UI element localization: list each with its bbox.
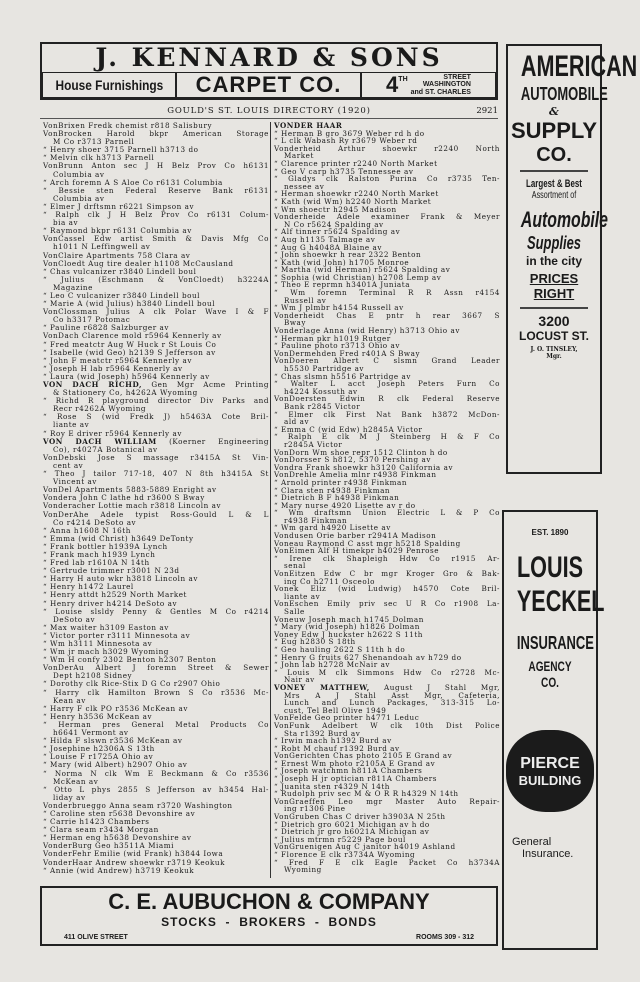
- entry-text: “ Clara sten r4938 Finkman: [274, 485, 391, 495]
- entry-text: “ Eug h2830 S 18th: [274, 637, 356, 647]
- entry-text: Co), r4027A Botanical av: [53, 444, 158, 454]
- entry-text: VonGruenigen Aug C janitor h4019 Ashland: [274, 842, 456, 852]
- ad-line: YECKEL: [516, 585, 605, 618]
- ad-line: EST. 1890: [531, 528, 569, 537]
- entry-text: “ Joseph H lab r5964 Kennerly av: [43, 363, 183, 373]
- entry-text: “ Wm J plmbr h4154 Russell av: [274, 303, 404, 313]
- entry-text: “ Henry attdt h2529 North Market: [43, 590, 187, 600]
- entry-text: “ Ernest Wm photo r2105A E Grand av: [274, 758, 436, 768]
- entry-text: “ Louise slsldy Penny & Gentles M Co r4214: [43, 606, 269, 616]
- entry-text: VonGruben Chas C driver h3903A N 25th: [274, 812, 446, 822]
- entry-text: h6641 Vermont av: [53, 728, 129, 738]
- entry-text: VonEitzen Edw C br mgr Kroger Gro & Bak-: [274, 569, 500, 579]
- entry-text: cent av: [53, 460, 84, 470]
- entry-text: “ Arch foremn A S Aloe Co r6131 Columbia: [43, 177, 223, 187]
- entry-text: “ Laura (wid Joseph) h5964 Kennerly av: [43, 371, 210, 381]
- aubuchon-name: C. E. AUBUCHON & COMPANY: [108, 889, 430, 914]
- entry-text: “ Wm jr mach h3029 Wyoming: [43, 647, 169, 657]
- pierce-building-badge: [506, 730, 594, 812]
- entry-text: “ Kath (wid Wm) h2240 North Market: [274, 196, 432, 206]
- entry-text: “ Theo E reprmn h3401A Juniata: [274, 280, 411, 290]
- ad-line: Automobile: [520, 207, 608, 232]
- ad-line: BUILDING: [518, 772, 582, 788]
- american-automobile-ad: [506, 44, 638, 474]
- entry-text: Wyoming: [284, 865, 322, 875]
- entry-text: h1011 N Leffingwell av: [53, 242, 151, 252]
- directory-column-left: [43, 122, 269, 875]
- entry-text: “ Geo hauling 2622 S 11th h do: [274, 644, 406, 654]
- entry-text: “ Gertrude trimmer r3001 N 23d: [43, 566, 180, 576]
- entry-text: VonDermehden Fred r401A S Bway: [274, 348, 421, 358]
- entry-text: cust, Tel Bell Olive 1949: [284, 705, 387, 715]
- entry-text: “ Juanita sten r4329 N 14th: [274, 781, 390, 791]
- entry-text: Vonderheide Adele examiner Frank & Meyer: [274, 212, 500, 222]
- entry-text: “ Dietrich gro 6021 Michigan av h do: [274, 819, 430, 829]
- entry-text: “ Louise F r1725A Ohio av: [43, 752, 154, 762]
- entry-text: Russell av: [284, 295, 327, 305]
- entry-text: “ Harry clk Hamilton Brown S Co r3536 Mc-: [43, 687, 269, 697]
- entry-text: “ Julius mtrmn r5229 Page boul: [274, 834, 406, 844]
- entry-text: & Stationery Co, h4262A Wyoming: [53, 388, 198, 398]
- directory-entry-line: [274, 866, 500, 874]
- ad-line: AMERICAN: [520, 50, 638, 83]
- entry-text: “ Joseph H jr optician r811A Chambers: [274, 774, 437, 784]
- entry-text: “ Fred lab r1610A N 14th: [43, 558, 150, 568]
- entry-text: Kean av: [53, 695, 86, 705]
- entry-text: “ Wm shoectr h2945 Madison: [274, 204, 397, 214]
- entry-text: Vonderacher Lottie mach r3818 Lincoln av: [43, 501, 222, 511]
- entry-text: ald av: [284, 417, 310, 427]
- entry-text: “ Robt M chauf r1392 Burd av: [274, 743, 400, 753]
- entry-text: r4938 Finkman: [284, 515, 348, 525]
- entry-text: “ John F meatctr r5964 Kennerly av: [43, 355, 192, 365]
- entry-text: McKean av: [53, 776, 99, 786]
- entry-text: “ Henry G fruits 627 Shenandoah av h729 do: [274, 652, 462, 662]
- entry-text: “ Herman B gro 3679 Weber rd h do: [274, 128, 425, 138]
- entry-text: “ Dietrich jr gro h6021A Michigan av: [274, 827, 430, 837]
- entry-text: VonDerAu Albert J foremn Street & Sewer: [43, 663, 269, 673]
- directory-entry-line: [274, 600, 500, 608]
- entry-text: “ Roy E driver r5964 Kennerly av: [43, 428, 182, 438]
- entry-text: VonDrehle Amelia mlnr r4938 Finkman: [274, 470, 437, 480]
- entry-text: Voney Edw J huckster h2622 S 11th: [274, 629, 423, 639]
- entry-text: Salle: [284, 607, 305, 616]
- entry-text: “ Melvin clk h3713 Parnell: [43, 153, 155, 163]
- entry-text: “ Otto L phys 2855 S Jefferson av h3454 Hal-: [43, 784, 269, 794]
- entry-text: Vincent av: [53, 477, 97, 487]
- entry-text: Vonek Eliz (wid Ludwig) h4570 Cote Bril-: [274, 584, 500, 594]
- entry-text: Vondusen Orie barber r2941A Madison: [274, 531, 437, 541]
- entry-text: VonDebski Jose S massage r3415A St Vin-: [43, 452, 269, 462]
- ad-divider: [520, 307, 588, 309]
- entry-text: DeSoto av: [53, 614, 96, 624]
- entry-text: VonderFehr Emilie (wid Frank) h3844 Iowa: [43, 849, 224, 859]
- entry-text: “ Frank bottler h1939A Lynch: [43, 541, 168, 551]
- ad-line: CO.: [541, 674, 559, 690]
- entry-text: “ Caroline sten r5638 Devonshire av: [43, 808, 196, 818]
- entry-bold-name: VONEY MATTHEW,: [274, 682, 370, 692]
- entry-text: “ Irwin mach h1392 Burd av: [274, 736, 392, 746]
- ad-line: AUTOMOBILE: [520, 84, 608, 104]
- entry-bold-name: VON DACH RICHD,: [43, 380, 143, 389]
- entry-text: VonBrocken Harold bkpr American Storage: [43, 129, 269, 139]
- entry-text: Columbia av: [53, 193, 105, 203]
- entry-text: VonDerAhe Adele typist Ross-Gould L & L: [43, 509, 269, 519]
- entry-text: Dept h2108 Sidney: [53, 671, 133, 681]
- entry-text: VonCassel Edw artist Smith & Davis Mfg Co: [43, 234, 269, 244]
- entry-text: “ Herman pres General Metal Products Co: [43, 719, 269, 729]
- carpet-co-label: CARPET CO.: [176, 72, 361, 98]
- entry-text: ing Co h2711 Osceolo: [284, 576, 375, 586]
- ad-line: RIGHT: [533, 286, 575, 301]
- entry-text: “ Aug G h4048A Blaine av: [274, 242, 382, 252]
- aubuchon-services: STOCKS - BROKERS - BONDS: [161, 915, 377, 929]
- entry-text: Vondra Frank shoewkr h3120 California av: [274, 462, 454, 472]
- entry-text: VonClossman Julius A clk Polar Wave I & F: [43, 307, 269, 317]
- ad-line: SUPPLY: [510, 118, 597, 143]
- entry-text: senal: [284, 561, 306, 571]
- entry-text: “ Clara seam r3434 Morgan: [43, 825, 159, 835]
- entry-text: “ Florence E clk r3734A Wyoming: [274, 850, 416, 859]
- entry-text: “ Elmer clk First Nat Bank h3872 McDon-: [274, 409, 500, 419]
- entry-text: “ Alf tinner r5624 Spalding av: [274, 227, 401, 237]
- kennard-ad-banner: [40, 42, 498, 100]
- ad-line: AGENCY: [528, 658, 572, 674]
- entry-text: “ Anna h1608 N 16th: [43, 525, 131, 535]
- entry-text: liante av: [284, 591, 321, 601]
- entry-text: “ Josephine h2306A S 13th: [43, 744, 155, 754]
- address-suffix: TH: [398, 76, 408, 83]
- entry-text: “ Ralph clk J H Belz Prov Co r6131 Colum-: [43, 210, 269, 220]
- entry-text: “ Carrie h1423 Chambers: [43, 817, 150, 827]
- entry-text: Nair av: [284, 675, 315, 685]
- directory-title: GOULD'S ST. LOUIS DIRECTORY (1920): [167, 106, 371, 116]
- address-line3: and ST. CHARLES: [410, 88, 471, 96]
- ad-line: Assortment of: [531, 190, 577, 201]
- entry-text: “ Victor porter r3111 Minnesota av: [43, 630, 191, 640]
- entry-text: Vonderbrueggo Anna seam r3720 Washington: [43, 800, 233, 810]
- entry-text: “ Henry h3536 McKean av: [43, 711, 153, 721]
- directory-column-right: [274, 122, 500, 874]
- entry-text: “ Mary (wid Joseph) h1826 Dolman: [274, 622, 420, 632]
- entry-text: Voneau Raymond C asst mgr h5218 Spalding: [274, 538, 461, 548]
- entry-text: VonEschen Emily priv sec U R Co r1908 La-: [274, 599, 500, 609]
- kennard-address: [361, 72, 496, 98]
- entry-text: (Koerner Engineering: [169, 436, 269, 446]
- entry-text: Bank r2845 Victor: [284, 401, 361, 411]
- entry-text: “ Frank mach h1939 Lynch: [43, 549, 156, 559]
- entry-text: VonClaire Apartments 758 Clara av: [43, 250, 191, 260]
- entry-text: “ Annie (wid Andrew) h3719 Keokuk: [43, 865, 195, 875]
- entry-text: Voneuw Joseph mach h1745 Dolman: [274, 614, 424, 624]
- entry-text: Magazine: [53, 282, 93, 292]
- entry-text: h4224 Kossuth av: [284, 386, 358, 396]
- entry-text: VonBrixen Fredk chemist r818 Salisbury: [43, 121, 213, 130]
- entry-text: VonGraeffen Leo mgr Master Auto Repair-: [274, 796, 500, 806]
- entry-text: “ Aug h1135 Talmage av: [274, 234, 376, 244]
- ad-line: Mgr.: [546, 353, 562, 360]
- entry-text: N Co r5624 Spalding av: [284, 219, 384, 229]
- entry-text: liante av: [53, 420, 90, 430]
- entry-text: VonDach Clarence mold r5964 Kennerly av: [43, 331, 222, 341]
- entry-text: “ Herman shoewkr r2240 North Market: [274, 189, 439, 199]
- page-header: [40, 106, 498, 119]
- entry-text: “ Fred F E clk Eagle Packet Co h3734A: [274, 857, 500, 867]
- entry-text: “ Ralph E clk M J Steinberg H & F Co: [274, 432, 500, 442]
- directory-entry-line: [274, 312, 500, 320]
- entry-text: “ Raymond bkpr r6131 Columbia av: [43, 226, 192, 236]
- entry-text: Market: [284, 151, 314, 161]
- entry-text: Gen Mgr Acme Printing: [151, 380, 269, 389]
- entry-text: “ Joseph watchmn h811A Chambers: [274, 766, 423, 776]
- entry-text: Sta r1392 Burd av: [284, 728, 361, 738]
- entry-text: “ Leo C vulcanizer r3840 Lindell boul: [43, 290, 201, 300]
- ad-line: General: [512, 836, 552, 848]
- entry-text: “ Herman eng h5638 Devonshire av: [43, 833, 192, 843]
- entry-text: ing r1306 Pine: [284, 804, 346, 814]
- kennard-name: J. KENNARD & SONS: [95, 43, 443, 72]
- entry-text: “ Harry F clk PO r3536 McKean av: [43, 703, 188, 713]
- entry-text: VonDoersten Edwin R clk Federal Reserve: [274, 394, 500, 404]
- entry-text: VonDoeren Albert C slsmn Grand Leader: [274, 356, 500, 366]
- louis-yeckel-insurance-ad: [502, 510, 605, 950]
- entry-text: Co h3317 Potomac: [53, 315, 131, 325]
- ad-line: 3200: [538, 313, 570, 329]
- entry-text: “ Rose S (wid Fredk J) h5463A Cote Bril-: [43, 412, 269, 422]
- entry-text: VonCloedt Aug tire dealer h1108 McCausland: [43, 258, 234, 268]
- entry-text: Vonderheid Arthur shoewkr r2240 North: [274, 143, 500, 153]
- entry-text: “ Arnold printer r4938 Finkman: [274, 477, 408, 487]
- entry-text: h5530 Partridge av: [284, 364, 365, 373]
- entry-text: “ Julius (Eschmann & VonCloedt) h3224A: [43, 274, 269, 284]
- entry-text: “ John lab h2728 McNair av: [274, 660, 391, 670]
- entry-text: “ Pauline r6828 Salzburger av: [43, 323, 169, 333]
- entry-text: Co r4214 DeSoto av: [53, 517, 137, 527]
- entry-text: “ Irene clk Shapleigh Hdw Co r1915 Ar-: [274, 553, 500, 563]
- entry-text: liday av: [53, 792, 86, 802]
- entry-text: “ Walter L acct Joseph Peters Furn Co: [274, 379, 500, 389]
- entry-text: VonderBurg Geo h3511A Miami: [43, 841, 174, 851]
- entry-text: “ Marie A (wid Julius) h3840 Lindell boul: [43, 299, 216, 309]
- entry-text: VonFelde Geo printer h4771 Leduc: [274, 713, 420, 723]
- entry-text: “ Wm draftsmn Union Electric L & P Co: [274, 508, 500, 518]
- ad-line: Insurance.: [522, 848, 574, 860]
- entry-text: “ John shoewkr h rear 2322 Benton: [274, 250, 422, 260]
- entry-text: “ Richd R playground director Div Parks and: [43, 396, 269, 406]
- entry-text: VonderHaar Andrew shoewkr r3719 Keokuk: [43, 857, 226, 867]
- entry-text: Lunch and Lunch Packages, 313-315 Lo-: [284, 698, 500, 708]
- directory-entry-line: [274, 555, 500, 563]
- entry-text: “ Chas slsmn h5516 Partridge av: [274, 371, 411, 381]
- entry-text: VonDel Apartments 5883-5889 Enright av: [43, 485, 217, 495]
- entry-text: “ Henry h1472 Laurel: [43, 582, 134, 592]
- entry-text: “ Norma N clk Wm E Beckmann & Co r3536: [43, 768, 269, 778]
- entry-text: Vonderheidt Chas E pntr h rear 3667 S: [274, 310, 500, 320]
- entry-text: nessee av: [284, 181, 325, 191]
- entry-text: “ Harry H auto wkr h3818 Lincoln av: [43, 574, 198, 584]
- entry-text: “ Geo V carp h3735 Tennessee av: [274, 166, 414, 176]
- ad-line: Supplies: [526, 233, 581, 253]
- ad-line: PIERCE: [520, 754, 580, 772]
- ad-line: Largest & Best: [526, 178, 582, 190]
- entry-text: “ Max waiter h3109 Easton av: [43, 622, 169, 632]
- ad-line: J. O. TINSLEY,: [530, 346, 578, 353]
- entry-text: “ Bessie sten Federal Reserve Bank r6131: [43, 185, 269, 195]
- address-street: STREET: [443, 73, 471, 81]
- entry-text: “ Louis M clk Simmons Hdw Co r2728 Mc-: [274, 667, 500, 677]
- page-number: 2921: [476, 106, 498, 116]
- entry-text: “ Dietrich B F h4938 Finkman: [274, 493, 400, 503]
- entry-text: “ Henry driver h4214 DeSoto av: [43, 598, 178, 608]
- entry-text: Vondera John C lathe hd r3600 S Bway: [43, 493, 205, 503]
- entry-text: “ Henry shoer 3715 Parnell h3713 do: [43, 145, 199, 155]
- entry-text: “ Kath (wid John) h1705 Monroe: [274, 257, 410, 267]
- house-furnishings-label: House Furnishings: [55, 77, 163, 93]
- entry-text: “ Mary nurse 4920 Lisette av r do: [274, 500, 416, 510]
- entry-text: “ Rudolph priv sec M & O R R h4329 N 14th: [274, 789, 459, 799]
- entry-text: “ Chas vulcanizer r3840 Lindell boul: [43, 266, 197, 276]
- entry-text: August J Stahl Mgr,: [384, 682, 500, 692]
- entry-text: “ Emma (wid Christ) h3649 DeTonty: [43, 533, 194, 543]
- entry-text: “ Dorothy clk Rice-Stix D G Co r2907 Ohio: [43, 679, 221, 689]
- entry-text: Bway: [284, 318, 306, 328]
- aubuchon-rooms: ROOMS 309 - 312: [416, 934, 474, 941]
- entry-text: VonGerichten Chas photo 2105 E Grand av: [274, 751, 453, 761]
- ad-line: PRICES: [529, 271, 579, 286]
- house-furnishings-cell: [42, 72, 176, 98]
- ad-line: LOCUST ST.: [518, 329, 589, 343]
- ad-line: CO.: [536, 144, 572, 166]
- entry-text: “ Wm h3111 Minnesota av: [43, 639, 153, 648]
- entry-text: Mrs A J Stahl Asst Mgr, Cafeteria,: [284, 690, 500, 700]
- entry-text: VonBrunn Anton sec J H Belz Prov Co h6131: [43, 161, 269, 171]
- entry-text: “ Elmer J drftsmn r6221 Simpson av: [43, 201, 195, 211]
- entry-text: “ Pauline photo r3713 Ohio av: [274, 341, 400, 351]
- entry-bold-name: VON DACH WILLIAM: [43, 436, 157, 446]
- entry-text: Recr r4262A Wyoming: [53, 404, 147, 414]
- aubuchon-address: 411 OLIVE STREET: [64, 934, 128, 941]
- ad-divider: [520, 170, 588, 172]
- ad-line: LOUIS: [516, 551, 583, 584]
- entry-text: VonFunk Adelbert W clk 10th Dist Police: [274, 720, 500, 730]
- entry-text: “ Gladys clk Ralston Purina Co r3735 Ten-: [274, 174, 500, 184]
- entry-text: M Co r3713 Parnell: [53, 137, 135, 147]
- entry-text: Columbia av: [53, 169, 105, 179]
- ad-line: &: [549, 105, 559, 118]
- entry-text: “ Isabelle (wid Geo) h2139 S Jefferson av: [43, 347, 216, 357]
- entry-text: “ Theo J tailor 717-18, 407 N 8th h3415A St: [43, 469, 269, 479]
- entry-text: “ Wm gard h4920 Lisette av: [274, 523, 391, 533]
- entry-text: “ Mary (wid Albert) h2907 Ohio av: [43, 760, 188, 770]
- ad-line: in the city: [525, 254, 582, 268]
- address-line2: WASHINGTON: [422, 81, 471, 89]
- entry-text: VonEimen Alf H timekpr h4029 Penrose: [274, 546, 440, 556]
- entry-text: VonDorn Wm shoe repr 1512 Clinton h do: [274, 447, 448, 457]
- entry-text: r2845A Victor: [284, 439, 343, 449]
- column-divider: [270, 122, 271, 878]
- directory-entry-line: [43, 867, 269, 875]
- entry-text: “ Clarence printer r2240 North Market: [274, 158, 438, 168]
- entry-text: bia av: [53, 218, 79, 228]
- entry-text: “ Martha (wid Herman) r5624 Spalding av: [274, 265, 451, 275]
- entry-text: VonDorsser S h812, 5370 Pershing av: [274, 455, 431, 465]
- entry-text: “ L clk Wabash Ry r3679 Weber rd: [274, 136, 418, 146]
- entry-text: Vonderlage Anna (wid Henry) h3713 Ohio av: [274, 326, 460, 336]
- entry-bold-name: VONDER HAAR: [274, 121, 343, 130]
- entry-text: “ Wm H confy 2302 Benton h2307 Benton: [43, 655, 217, 665]
- entry-text: “ Emma C (wid Edw) h2845A Victor: [274, 424, 423, 434]
- aubuchon-ad-banner: [40, 886, 498, 946]
- entry-text: “ Sophia (wid Christian) h2708 Lemp av: [274, 272, 442, 282]
- ad-line: INSURANCE: [516, 633, 594, 653]
- entry-text: “ Wm foremn Terminal R R Assn r4154: [274, 288, 500, 298]
- entry-text: “ Herman pkr h1019 Rutger: [274, 333, 391, 343]
- entry-text: “ Fred meatctr Aug W Huck r St Louis Co: [43, 339, 217, 349]
- entry-text: “ Hilda F slswn r3536 McKean av: [43, 736, 183, 746]
- address-number: 4: [386, 72, 399, 97]
